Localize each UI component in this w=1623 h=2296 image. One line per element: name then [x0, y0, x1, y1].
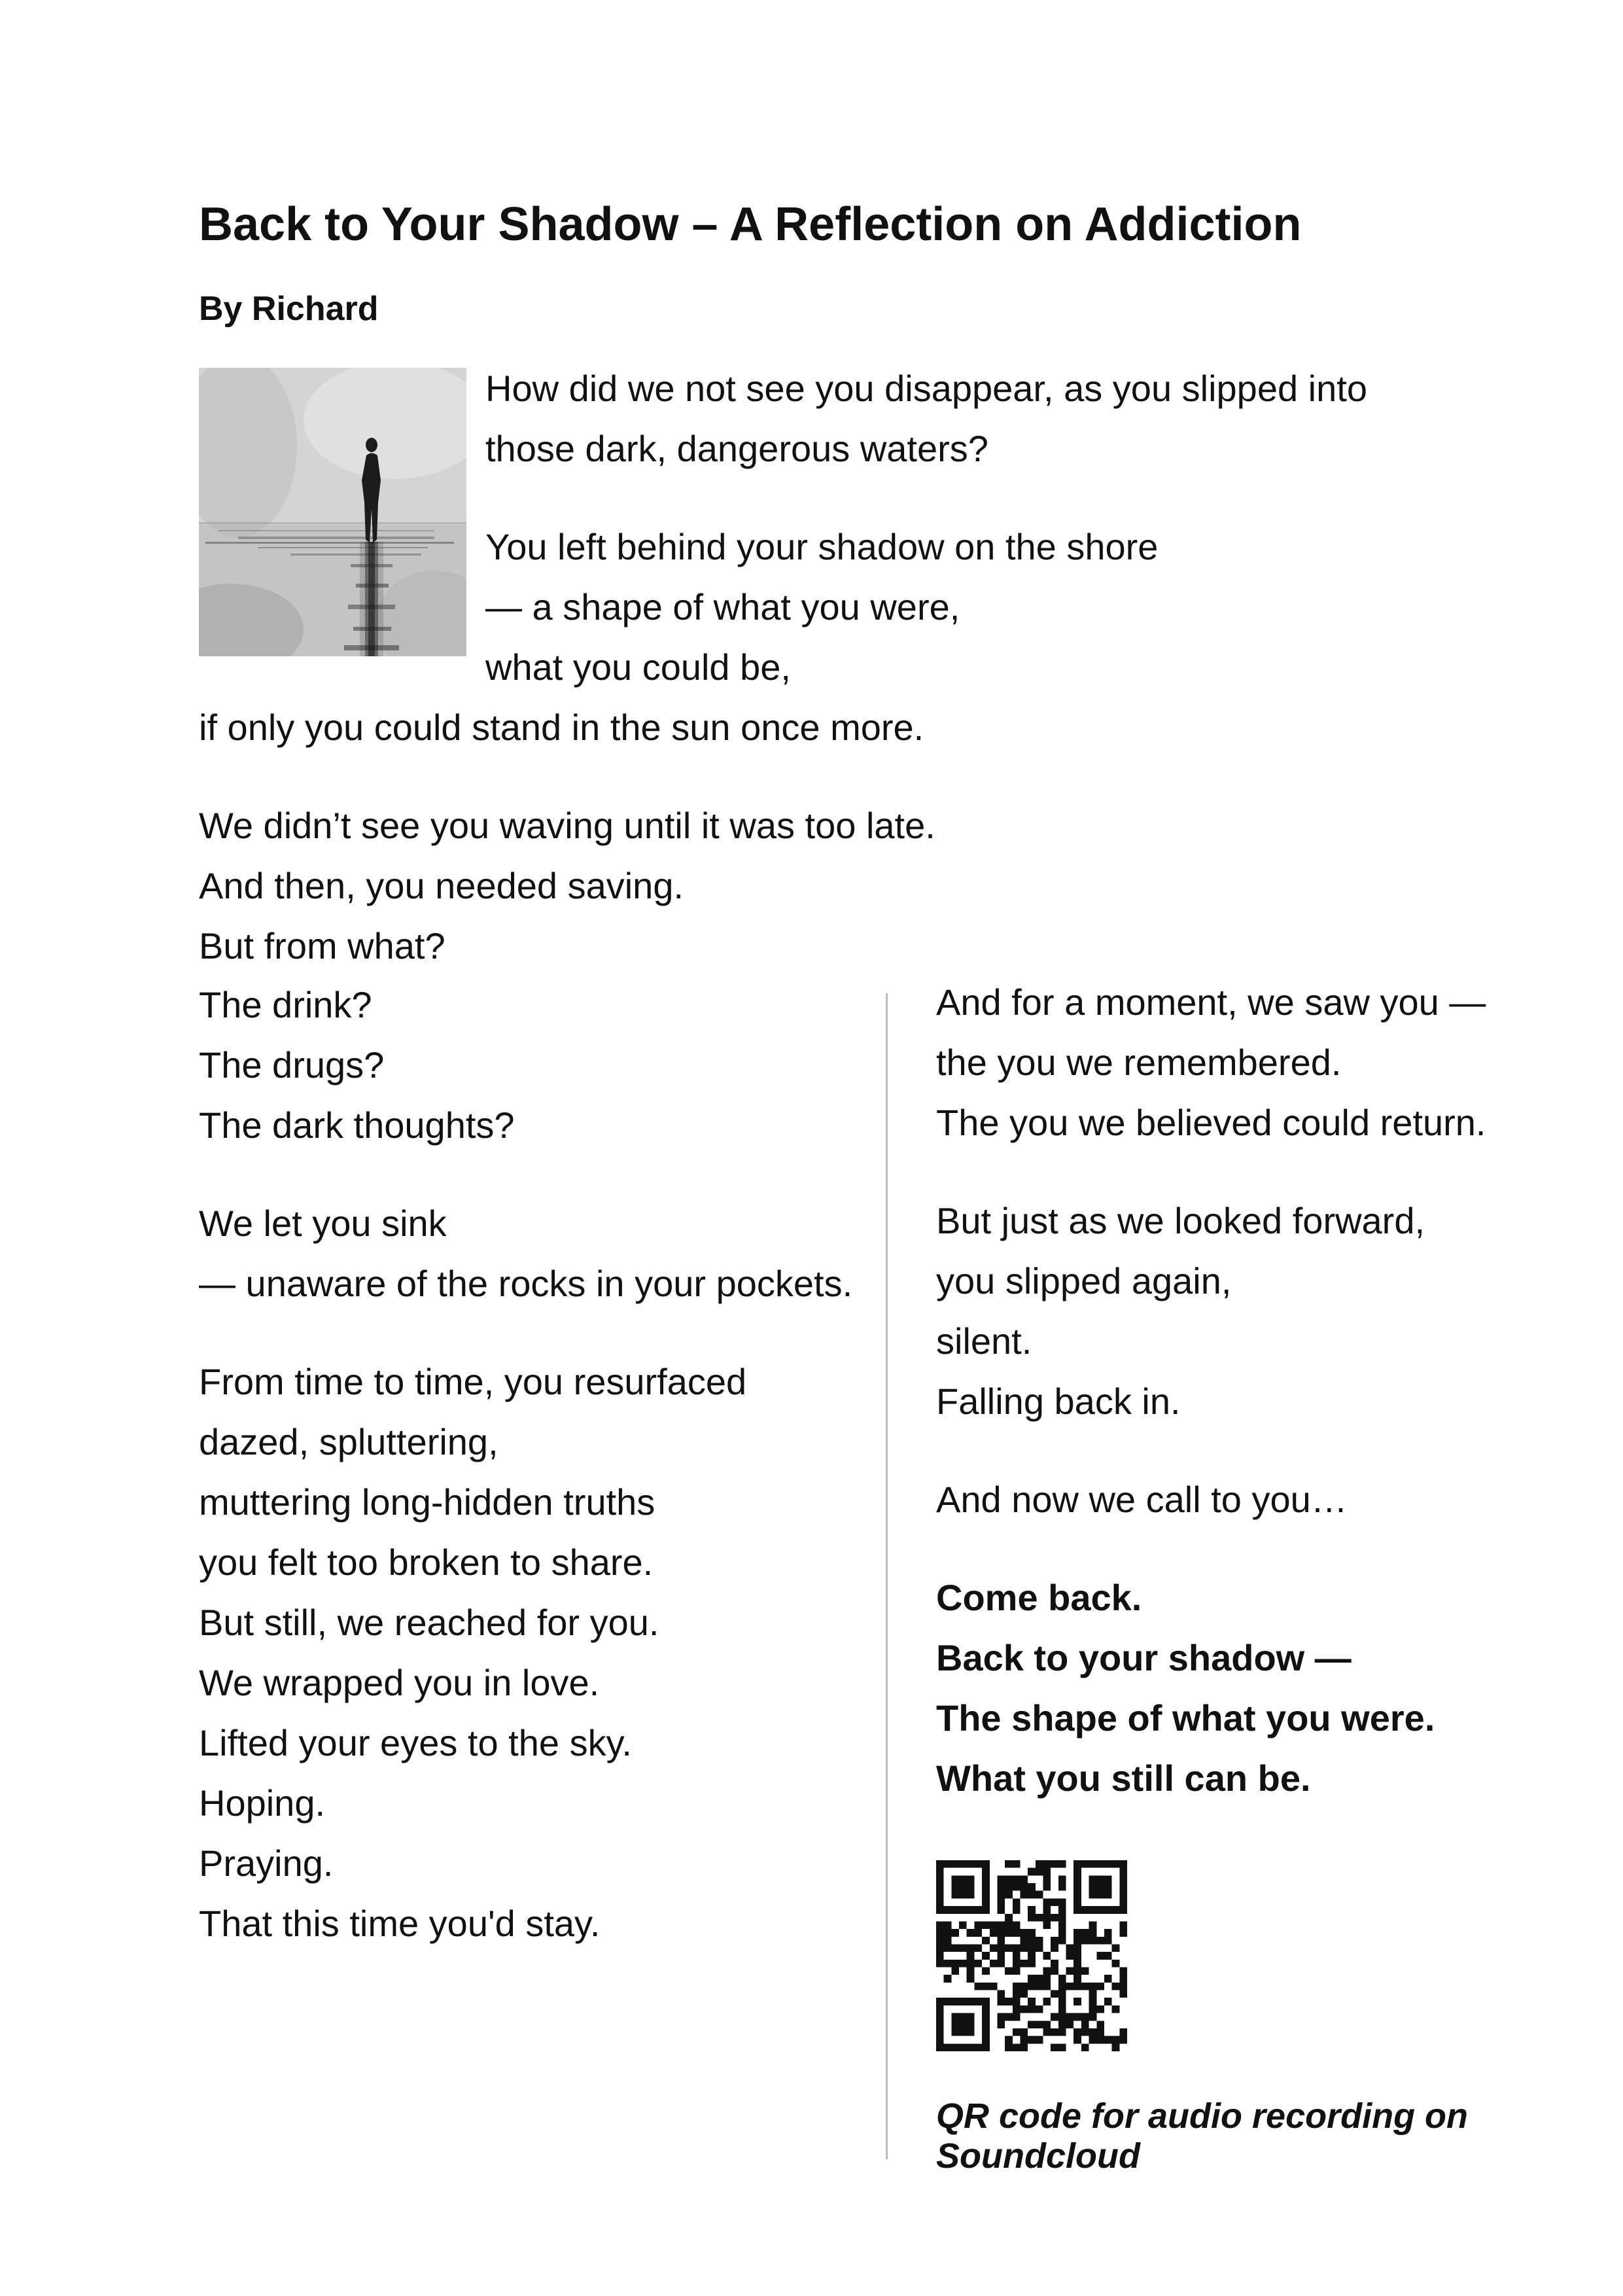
poem-line: And for a moment, we saw you —	[936, 981, 1486, 1023]
right-column	[936, 972, 1564, 2176]
poem-title: Back to Your Shadow – A Reflection on Addiction	[199, 198, 1302, 251]
figure-in-mist-illustration	[199, 368, 466, 656]
stanza	[936, 972, 1564, 1153]
closing-stanza	[936, 1568, 1564, 1809]
poem-line: The dark thoughts?	[199, 1104, 515, 1146]
poem-line: We wrapped you in love.	[199, 1662, 600, 1703]
poem-line: But still, we reached for you.	[199, 1602, 659, 1643]
poem-line: You left behind your shadow on the shore	[485, 526, 1159, 567]
poem-line: those dark, dangerous waters?	[485, 428, 988, 469]
horizon-streak	[290, 554, 421, 556]
opening-section	[199, 359, 1442, 976]
poem-line: The drink?	[199, 984, 372, 1025]
poem-line: And then, you needed saving.	[199, 865, 684, 906]
reflection-streak	[351, 564, 393, 567]
qr-code	[936, 1860, 1127, 2051]
poem-line: — unaware of the rocks in your pockets.	[199, 1263, 853, 1304]
reflection-streak	[344, 645, 399, 650]
poem-line: But just as we looked forward,	[936, 1200, 1425, 1241]
poem-line: What you still can be.	[936, 1757, 1311, 1799]
poem-line: Back to your shadow —	[936, 1637, 1352, 1678]
poem-line: From time to time, you resurfaced	[199, 1361, 747, 1402]
poem-line: dazed, spluttering,	[199, 1421, 498, 1462]
poem-line: That this time you'd stay.	[199, 1903, 601, 1944]
poem-line: you felt too broken to share.	[199, 1542, 654, 1583]
stanza	[199, 1193, 866, 1314]
horizon-streak	[199, 522, 466, 524]
poem-line: The you we believed could return.	[936, 1102, 1486, 1143]
poem-line: Falling back in.	[936, 1381, 1181, 1422]
poem-line: The shape of what you were.	[936, 1697, 1435, 1739]
reflection-streak	[368, 542, 375, 656]
poem-line: Lifted your eyes to the sky.	[199, 1722, 632, 1763]
left-column	[199, 975, 866, 1954]
stanza	[199, 796, 1442, 976]
column-divider	[886, 993, 888, 2159]
poem-line: Come back.	[936, 1577, 1142, 1618]
poem-line: But from what?	[199, 925, 445, 966]
poem-line: We let you sink	[199, 1203, 447, 1244]
poem-line: — a shape of what you were,	[485, 586, 960, 627]
poem-line: The drugs?	[199, 1044, 385, 1086]
reflection-streak	[353, 627, 391, 631]
stanza	[936, 1470, 1564, 1530]
stanza	[199, 975, 866, 1156]
horizon-streak	[205, 542, 454, 544]
poem-line: Praying.	[199, 1843, 334, 1884]
figure-in-mist-image	[199, 368, 466, 656]
poem-line: We didn’t see you waving until it was too late.	[199, 805, 935, 846]
horizon-streak	[238, 537, 434, 539]
qr-code-graphic	[936, 1860, 1127, 2051]
poem-line: muttering long-hidden truths	[199, 1481, 655, 1523]
qr-caption: QR code for audio recording on Soundcloud	[936, 2096, 1469, 2176]
byline: By Richard	[199, 290, 379, 328]
stanza	[936, 1191, 1564, 1432]
horizon-streak	[258, 547, 428, 548]
horizon-streak	[218, 530, 434, 531]
poem-line: How did we not see you disappear, as you slipped into	[485, 368, 1367, 409]
stanza	[199, 1352, 866, 1954]
poem-line: silent.	[936, 1320, 1032, 1362]
reflection-streak	[356, 584, 389, 588]
poem-line: if only you could stand in the sun once more.	[199, 707, 924, 748]
poem-line: you slipped again,	[936, 1260, 1232, 1301]
poem-line: the you we remembered.	[936, 1042, 1342, 1083]
poem-line: Hoping.	[199, 1782, 326, 1824]
poem-line: what you could be,	[485, 646, 791, 688]
reflection-streak	[348, 605, 395, 609]
figure-head	[366, 438, 377, 452]
poem-line: And now we call to you…	[936, 1479, 1348, 1520]
